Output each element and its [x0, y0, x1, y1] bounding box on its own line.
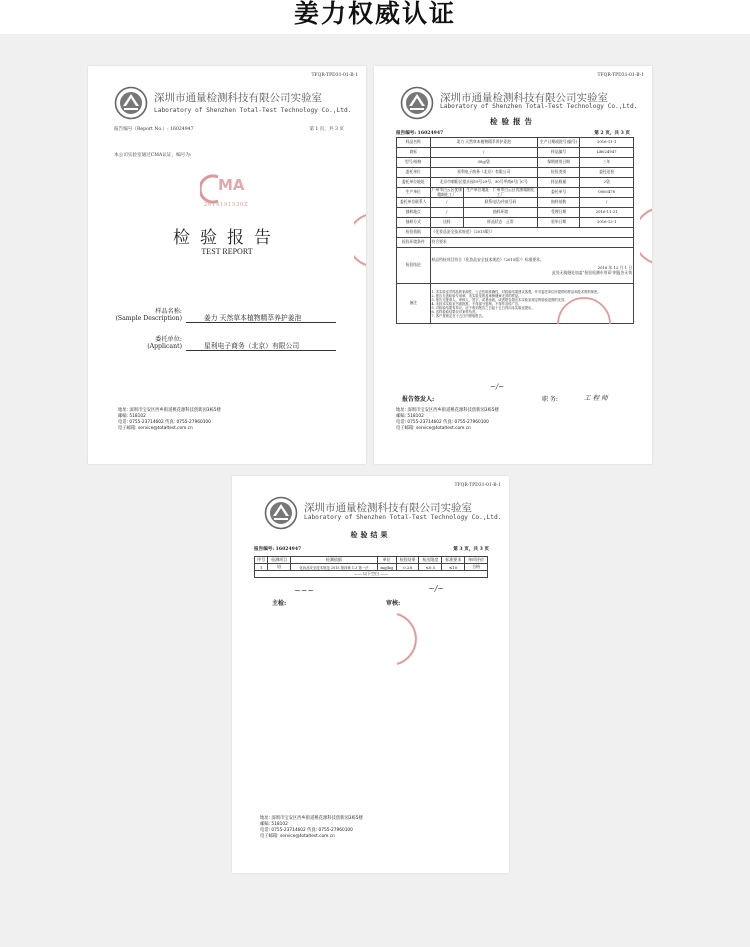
seal-edge-icon: [640, 206, 652, 266]
position-label: 职 务:: [542, 396, 558, 403]
cma-text: MA: [218, 176, 245, 194]
footer-address: 地址: 深圳市宝安区西乡街道桃花源科技创新园3栋5楼: [118, 408, 221, 413]
position-value: 工 程 师: [584, 394, 608, 402]
footer-postcode: 邮编: 518102: [260, 822, 288, 827]
table-row: 商标 / 样品编号 LB024947: [397, 148, 634, 158]
cma-note: 本公司实验室通过CMA认证，编号为:: [114, 153, 192, 158]
sample-label-cn: 样品名称:: [155, 308, 182, 315]
table-row: 检验环境条件 符合要求: [397, 238, 634, 248]
footer-address: 地址: 深圳市宝安区西乡街道桃花源科技创新园3栋5楼: [396, 408, 499, 413]
footer-email: 电子邮箱: service@totaltest.com.cn: [118, 426, 193, 431]
lab-footer: [396, 408, 499, 432]
table-row: 委托单位联系人 / 联系电话/传真号码 抽样基数 /: [397, 198, 634, 208]
report-number: 报告编号: 16024947: [254, 547, 302, 552]
sample-label: [108, 306, 182, 322]
table-row: 样品名称 姜力 天然草本植物精萃养护姜泡 生产日期或批号(编号) 2016-11-1: [397, 138, 634, 148]
chief-inspector-label: 主检:: [272, 600, 287, 607]
form-code: TFQR-TPD31-01-B-1: [597, 73, 644, 78]
sample-label-en: (Sample Description): [115, 315, 182, 322]
footer-email: 电子邮箱: service@totaltest.com.cn: [260, 834, 335, 839]
chief-signature-icon: ~~~: [294, 586, 315, 595]
report-number: 报告编号: 16024947: [396, 131, 444, 136]
table-row: 委托单位地址 北京市朝阳区望京园19号29号、30号甲商6号门C号 样品数量 2袋: [397, 178, 634, 188]
test-report-info-page[interactable]: [374, 66, 652, 464]
footer-address: 地址: 深圳市宝安区西乡街道桃花源科技创新园3栋5楼: [260, 816, 363, 821]
footer-phone: 电话: 0755-23714602 传真: 0755-27960100: [396, 420, 489, 425]
lab-name-en: Laboratory of Shenzhen Total-Test Technology Co.,Ltd.: [154, 107, 352, 114]
reviewer-signature-icon: ~/~: [428, 584, 445, 593]
cma-number: 2014191530Z: [203, 202, 249, 208]
sample-value: 姜力 天然草本植物精萃养护姜泡: [186, 312, 336, 323]
form-code: TFQR-TPD31-01-B-1: [454, 483, 501, 488]
lab-logo-icon: [114, 86, 148, 120]
applicant-value: 星利电子商务（北京）有限公司: [186, 340, 336, 351]
lab-footer: [118, 408, 221, 432]
table-row: —— 以下空白 ——: [255, 571, 488, 578]
page-title: 姜力权威认证: [293, 0, 456, 28]
issuer-signature-icon: ~/~: [490, 383, 505, 391]
applicant-label-cn: 委托单位:: [155, 336, 182, 343]
seal-edge-icon: [395, 612, 421, 666]
page-info: 第 2 页，共 3 页: [594, 131, 630, 136]
seal-edge-icon: [354, 212, 366, 268]
applicant-label: [108, 334, 182, 350]
table-row: 抽样地点 / 抽样环境 受理日期 2016-11-21: [397, 208, 634, 218]
test-results-page[interactable]: [232, 476, 509, 873]
table-header-row: 序号 检测项目 检测依据 单位 检验结果 检出限度 标准要求 单项评价: [255, 557, 488, 564]
lab-footer: [260, 816, 363, 840]
lab-header: [264, 496, 504, 530]
lab-name-cn: 深圳市通量检测科技有限公司实验室: [154, 92, 322, 104]
lab-header: [400, 86, 640, 120]
reviewer-label: 审核:: [386, 600, 401, 607]
lab-name-en: Laboratory of Shenzhen Total-Test Technology Co.,Ltd.: [440, 103, 638, 110]
footer-phone: 电话: 0755-23714602 传真: 0755-27960100: [260, 828, 353, 833]
lab-logo-icon: [400, 86, 434, 120]
results-table: [254, 556, 488, 578]
report-title-cn: 检验报告: [173, 228, 281, 248]
form-code: TFQR-TPD31-01-B-1: [311, 73, 358, 78]
table-row: 检验依据 《化妆品安全技术规范》（2015版）》: [397, 228, 634, 238]
table-row: 1 铅 化妆品安全技术规范 2015 第四章 1.3 第一法 mg/kg 0.28 ≤0.5 ≤10 合格: [255, 564, 488, 571]
footer-email: 电子邮箱: service@totaltest.com.cn: [396, 426, 471, 431]
test-report-cover-page[interactable]: [88, 66, 366, 464]
results-title: 检验结果: [350, 530, 391, 539]
report-title: 检验报告: [490, 117, 536, 126]
table-row: 委托单位 星利电子商务（北京）有限公司 检验类别 委托送检: [397, 168, 634, 178]
lab-name-cn: 深圳市通量检测科技有限公司实验室: [440, 92, 608, 104]
page-info: 第 1 页，共 3 页: [309, 127, 344, 132]
table-row: 备注 1. 未实验室对样品的来源性，公正性和准确性，对检验结果建议客观，并对委托单位所提供的样品和技术资料保密。 2. 报告无盖检验专用章，未实验室的盖章骑缝章无效的样品。 3. 报告无批准人，审核人，签字，或者涂改，或者报告超出本实验室规定的检验范围的无效。 4. 未经本实验室书面批准，不得部分复制，不得作宣传广告。 5. 对检验结果有异议，应于收到报告之日起十五日内向本实验室提出。 6. 送样检验结果仅对来样负责。 7. 客户按规定在十五日内领取报告。: [397, 284, 634, 324]
footer-phone: 电话: 0755-23714602 传真: 0755-27960100: [118, 420, 211, 425]
issuer-label: 报告签发人:: [402, 396, 435, 403]
page-info: 第 3 页，共 3 页: [453, 547, 489, 552]
report-title-en: TEST REPORT: [201, 247, 253, 256]
report-number: 报告编号（Report No.）: 16024947: [114, 127, 194, 132]
table-row: 抽样方式 送样 样品状态 正常 验毕日期 2016-12-1: [397, 218, 634, 228]
footer-postcode: 邮编: 518102: [396, 414, 424, 419]
inspection-seal-icon: [554, 292, 614, 326]
applicant-label-en: (Applicant): [147, 343, 182, 350]
table-row: 检验结论 样品所检项目符合《化妆品安全技术规范》（2015版）》标准要求。 2016 年 12 月 1 日 此处无骑缝处加盖“检验检测专用章”则报告无效: [397, 248, 634, 284]
table-row: 生产单位 广州市白云区优康精细化工厂 生产单位地址 广州市白云区优康精细化工厂 委托单号 0005478: [397, 188, 634, 198]
table-row: 型号/规格 30g/袋 保期使用日期 三年: [397, 158, 634, 168]
lab-name-en: Laboratory of Shenzhen Total-Test Technology Co.,Ltd.: [304, 514, 502, 521]
footer-postcode: 邮编: 518102: [118, 414, 146, 419]
lab-header: [114, 86, 354, 120]
lab-logo-icon: [264, 496, 298, 530]
lab-name-cn: 深圳市通量检测科技有限公司实验室: [304, 502, 472, 514]
